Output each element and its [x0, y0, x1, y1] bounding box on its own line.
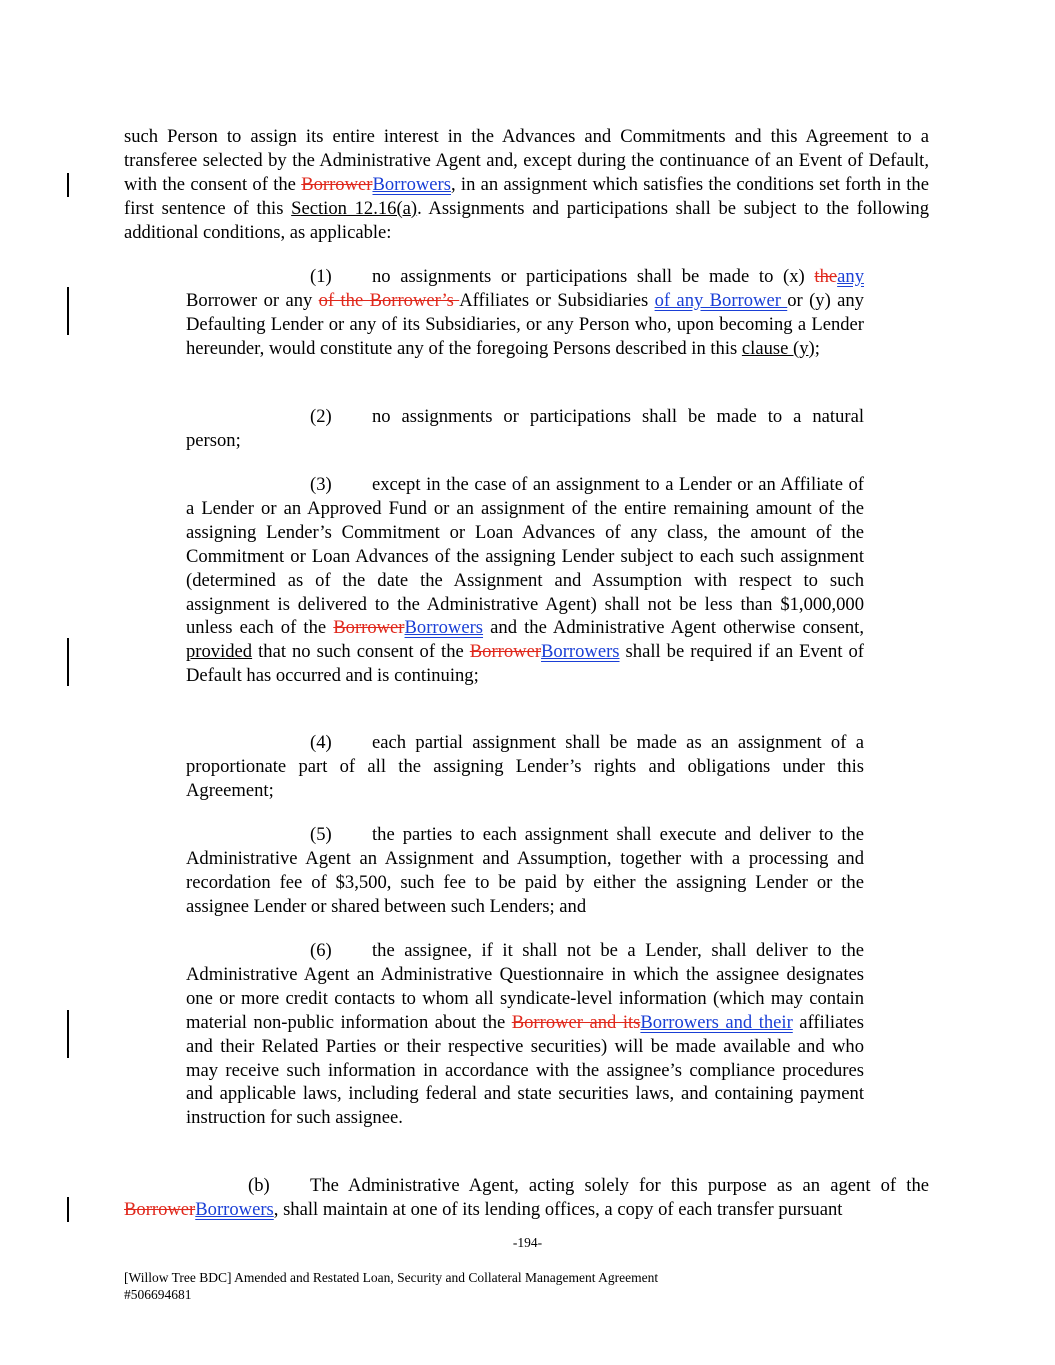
inserted-text: any — [837, 266, 864, 287]
deleted-text: Borrower — [333, 617, 405, 639]
condition-number: (1) — [310, 266, 332, 287]
subsection-number: (b) — [248, 1175, 270, 1196]
change-bar-3 — [67, 638, 69, 686]
subsection-b: (b) The Administrative Agent, acting solely for this purpose as an agent of the BorrowerBorrowers, shall maintain at one of its lending offices, a copy of each transfer pursuant — [124, 1175, 929, 1220]
condition-6: (6) the assignee, if it shall not be a Lender, shall deliver to the Administrative Agent an Administrative Questionnaire in which the assignee designates one or more credit contacts to whom all syndicate-level information (which may contain material non-public information about the Borrower and itsBorrowers and their affiliates and their Related Parties or their respective securities) will be made available and who may receive such information in accordance with the assignee’s compliance procedures and applicable laws, including federal and state securities laws, and containing payment instruction for such assignee. — [186, 940, 864, 1129]
change-bar-1 — [67, 173, 69, 197]
footer-title: [Willow Tree BDC] Amended and Restated Loan, Security and Collateral Management Agreement — [124, 1270, 659, 1285]
provided-term: provided — [186, 641, 253, 663]
change-bar-5 — [67, 1197, 69, 1222]
page-number: -194- — [512, 1235, 543, 1250]
inserted-text: Borrowers — [372, 173, 451, 195]
condition-number: (6) — [310, 940, 332, 961]
deleted-text: Borrower — [301, 173, 373, 195]
inserted-text: Borrowers — [404, 617, 484, 639]
condition-number: (5) — [310, 824, 332, 845]
inserted-text: Borrowers — [195, 1198, 274, 1220]
condition-number: (2) — [310, 406, 332, 427]
condition-number: (4) — [310, 732, 332, 753]
condition-number: (3) — [310, 474, 332, 495]
inserted-text: Borrowers and their — [640, 1011, 793, 1033]
deleted-text: the — [814, 266, 838, 287]
change-bar-2 — [67, 287, 69, 335]
change-bar-4 — [67, 1010, 69, 1058]
clause-reference: clause (y) — [741, 337, 815, 359]
condition-4: (4) each partial assignment shall be made as an assignment of a proportionate part of all the assigning Lender’s rights and obligations under this Agreement; — [186, 732, 864, 801]
footer-doc-id: #506694681 — [124, 1287, 192, 1302]
intro-paragraph: such Person to assign its entire interest in the Advances and Commitments and this Agreement to a transferee selected by the Administrative Agent and, except during the continuance of an Event of Default, with the consent of the BorrowerBorrowers, in an assignment which satisfies the conditions set forth in the first sentence of this Section 12.16(a). Assignments and participations shall be subject to the following additional conditions, as applicable: — [124, 126, 929, 243]
condition-1: (1) no assignments or participations shall be made to (x) theany Borrower or any of the Borrower’s Affiliates or Subsidiaries of any Borrower or (y) any Defaulting Lender or any of its Subsidiaries, or any Person who, upon becoming a Lender hereunder, would constitute any of the foregoing Persons described in this clause (y); — [186, 266, 864, 359]
condition-2: (2) no assignments or participations shall be made to a natural person; — [186, 406, 864, 451]
condition-5: (5) the parties to each assignment shall execute and deliver to the Administrative Agent an Assignment and Assumption, together with a processing and recordation fee of $3,500, such fee to be paid by either the assigning Lender or the assignee Lender or shared between such Lenders; and — [186, 824, 864, 917]
deleted-text: Borrower — [469, 641, 542, 663]
deleted-text: Borrower — [124, 1198, 196, 1220]
condition-3: (3) except in the case of an assignment to a Lender or an Affiliate of a Lender or an Approved Fund or an assignment of the entire remaining amount of the assigning Lender’s Commitment or Loan Advances of any class, the amount of the Commitment or Loan Advances of the assigning Lender subject to each such assignment (determined as of the date the Assignment and Assumption with respect to such assignment is delivered to the Administrative Agent) shall not be less than $1,000,000 unless each of the BorrowerBorrowers and the Administrative Agent otherwise consent, provided that no such consent of the BorrowerBorrowers shall be required if an Event of Default has occurred and is continuing; — [186, 474, 864, 687]
deleted-text: of the Borrower’s — [318, 289, 460, 311]
section-reference: Section 12.16(a) — [291, 197, 418, 219]
deleted-text: Borrower and its — [511, 1011, 641, 1033]
inserted-text: Borrowers — [541, 641, 620, 663]
inserted-text: of any Borrower — [654, 289, 788, 311]
